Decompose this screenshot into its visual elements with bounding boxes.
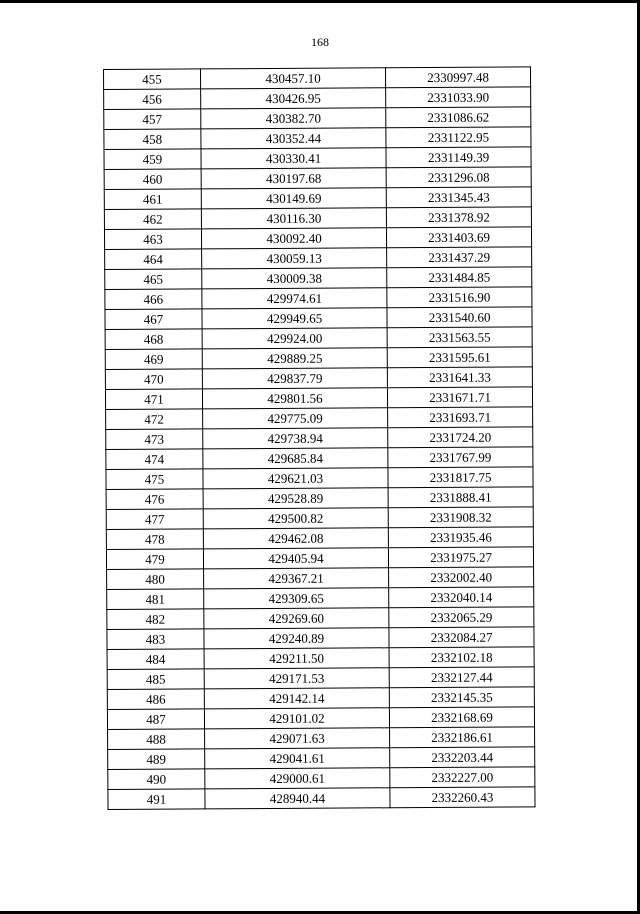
table-row [106,447,533,470]
y-coordinate-cell: 2332040.14 [389,587,534,608]
x-coordinate-cell: 429071.63 [204,728,389,749]
table-row [106,467,533,490]
y-coordinate-cell: 2331908.32 [388,507,533,528]
point-number-cell: 457 [104,109,201,130]
y-coordinate-cell: 2331403.69 [387,227,532,248]
table-row [104,207,531,230]
x-coordinate-cell: 430352.44 [201,128,386,149]
point-number-cell: 460 [104,169,201,190]
x-coordinate-cell: 429269.60 [204,608,389,629]
y-coordinate-cell: 2330997.48 [386,67,531,88]
table-row [106,547,533,570]
table-row [108,747,535,770]
x-coordinate-cell: 430426.95 [201,88,386,109]
x-coordinate-cell: 430059.13 [202,248,387,269]
y-coordinate-cell: 2331935.46 [388,527,533,548]
y-coordinate-cell: 2331641.33 [387,367,532,388]
point-number-cell: 483 [107,629,204,650]
table-row [107,647,534,670]
table-row [107,607,534,630]
x-coordinate-cell: 429171.53 [204,668,389,689]
point-number-cell: 462 [104,209,201,230]
point-number-cell: 491 [108,789,205,810]
x-coordinate-cell: 429924.00 [202,328,387,349]
point-number-cell: 489 [108,749,205,770]
scan-border-top [0,0,640,3]
x-coordinate-cell: 429500.82 [203,508,388,529]
y-coordinate-cell: 2331767.99 [388,447,533,468]
x-coordinate-cell: 429405.94 [203,548,388,569]
point-number-cell: 487 [107,709,204,730]
table-row [104,67,531,90]
table-row [107,707,534,730]
x-coordinate-cell: 429775.09 [203,408,388,429]
x-coordinate-cell: 429309.65 [204,588,389,609]
point-number-cell: 477 [106,509,203,530]
y-coordinate-cell: 2331671.71 [388,387,533,408]
point-number-cell: 480 [107,569,204,590]
x-coordinate-cell: 429974.61 [202,288,387,309]
y-coordinate-cell: 2331563.55 [387,327,532,348]
y-coordinate-cell: 2332127.44 [389,667,534,688]
table-row [105,367,532,390]
point-number-cell: 464 [105,249,202,270]
x-coordinate-cell: 429738.94 [203,428,388,449]
point-number-cell: 458 [104,129,201,150]
y-coordinate-cell: 2331540.60 [387,307,532,328]
x-coordinate-cell: 430330.41 [201,148,386,169]
point-number-cell: 456 [104,89,201,110]
point-number-cell: 488 [108,729,205,750]
point-number-cell: 476 [106,489,203,510]
point-number-cell: 467 [105,309,202,330]
table-row [104,167,531,190]
y-coordinate-cell: 2331437.29 [387,247,532,268]
table-row [104,147,531,170]
y-coordinate-cell: 2332084.27 [389,627,534,648]
point-number-cell: 465 [105,269,202,290]
y-coordinate-cell: 2331086.62 [386,107,531,128]
table-row [104,87,531,110]
table-row [105,327,532,350]
x-coordinate-cell: 429685.84 [203,448,388,469]
y-coordinate-cell: 2331975.27 [389,547,534,568]
y-coordinate-cell: 2331122.95 [386,127,531,148]
x-coordinate-cell: 429041.61 [205,748,390,769]
y-coordinate-cell: 2332102.18 [389,647,534,668]
x-coordinate-cell: 430092.40 [201,228,386,249]
x-coordinate-cell: 430457.10 [200,68,385,89]
x-coordinate-cell: 429211.50 [204,648,389,669]
table-row [105,387,532,410]
x-coordinate-cell: 429142.14 [204,688,389,709]
point-number-cell: 478 [106,529,203,550]
point-number-cell: 459 [104,149,201,170]
table-row [108,787,535,810]
point-number-cell: 485 [107,669,204,690]
x-coordinate-cell: 430382.70 [201,108,386,129]
point-number-cell: 461 [104,189,201,210]
table-row [106,487,533,510]
y-coordinate-cell: 2332145.35 [389,687,534,708]
y-coordinate-cell: 2331888.41 [388,487,533,508]
x-coordinate-cell: 429949.65 [202,308,387,329]
point-number-cell: 475 [106,469,203,490]
x-coordinate-cell: 430197.68 [201,168,386,189]
x-coordinate-cell: 429240.89 [204,628,389,649]
y-coordinate-cell: 2332260.43 [390,787,535,808]
point-number-cell: 472 [106,409,203,430]
point-number-cell: 486 [107,689,204,710]
table-row [106,427,533,450]
y-coordinate-cell: 2332203.44 [390,747,535,768]
table-row [107,667,534,690]
table-row [105,347,532,370]
y-coordinate-cell: 2331817.75 [388,467,533,488]
table-row [107,567,534,590]
table-row [105,307,532,330]
point-number-cell: 466 [105,289,202,310]
y-coordinate-cell: 2332065.29 [389,607,534,628]
table-row [108,727,535,750]
y-coordinate-cell: 2331724.20 [388,427,533,448]
coordinates-table-body [104,67,536,810]
page-number: 168 [311,35,329,49]
point-number-cell: 455 [104,69,201,90]
x-coordinate-cell: 429000.61 [205,768,390,789]
x-coordinate-cell: 430149.69 [201,188,386,209]
x-coordinate-cell: 429462.08 [203,528,388,549]
x-coordinate-cell: 429101.02 [204,708,389,729]
x-coordinate-cell: 429367.21 [203,568,388,589]
point-number-cell: 468 [105,329,202,350]
table-row [106,407,533,430]
y-coordinate-cell: 2332002.40 [389,567,534,588]
y-coordinate-cell: 2331378.92 [386,207,531,228]
point-number-cell: 482 [107,609,204,630]
table-row [105,287,532,310]
point-number-cell: 473 [106,429,203,450]
point-number-cell: 470 [105,369,202,390]
table-row [105,267,532,290]
table-row [108,767,535,790]
table-row [106,507,533,530]
x-coordinate-cell: 429621.03 [203,468,388,489]
y-coordinate-cell: 2332168.69 [390,707,535,728]
x-coordinate-cell: 430116.30 [201,208,386,229]
y-coordinate-cell: 2331595.61 [387,347,532,368]
coordinates-table [103,66,536,810]
point-number-cell: 490 [108,769,205,790]
x-coordinate-cell: 430009.38 [202,268,387,289]
table-row [104,227,531,250]
x-coordinate-cell: 428940.44 [205,788,390,809]
y-coordinate-cell: 2332186.61 [390,727,535,748]
point-number-cell: 484 [107,649,204,670]
y-coordinate-cell: 2331296.08 [386,167,531,188]
y-coordinate-cell: 2331516.90 [387,287,532,308]
x-coordinate-cell: 429889.25 [202,348,387,369]
y-coordinate-cell: 2332227.00 [390,767,535,788]
y-coordinate-cell: 2331033.90 [386,87,531,108]
table-row [107,587,534,610]
table-row [104,127,531,150]
x-coordinate-cell: 429801.56 [202,388,387,409]
point-number-cell: 463 [104,229,201,250]
y-coordinate-cell: 2331345.43 [386,187,531,208]
x-coordinate-cell: 429837.79 [202,368,387,389]
table-row [107,627,534,650]
y-coordinate-cell: 2331693.71 [388,407,533,428]
point-number-cell: 471 [105,389,202,410]
point-number-cell: 469 [105,349,202,370]
table-row [105,247,532,270]
point-number-cell: 479 [106,549,203,570]
table-row [104,107,531,130]
table-row [107,687,534,710]
table-row [106,527,533,550]
y-coordinate-cell: 2331149.39 [386,147,531,168]
point-number-cell: 481 [107,589,204,610]
table-row [104,187,531,210]
point-number-cell: 474 [106,449,203,470]
y-coordinate-cell: 2331484.85 [387,267,532,288]
x-coordinate-cell: 429528.89 [203,488,388,509]
